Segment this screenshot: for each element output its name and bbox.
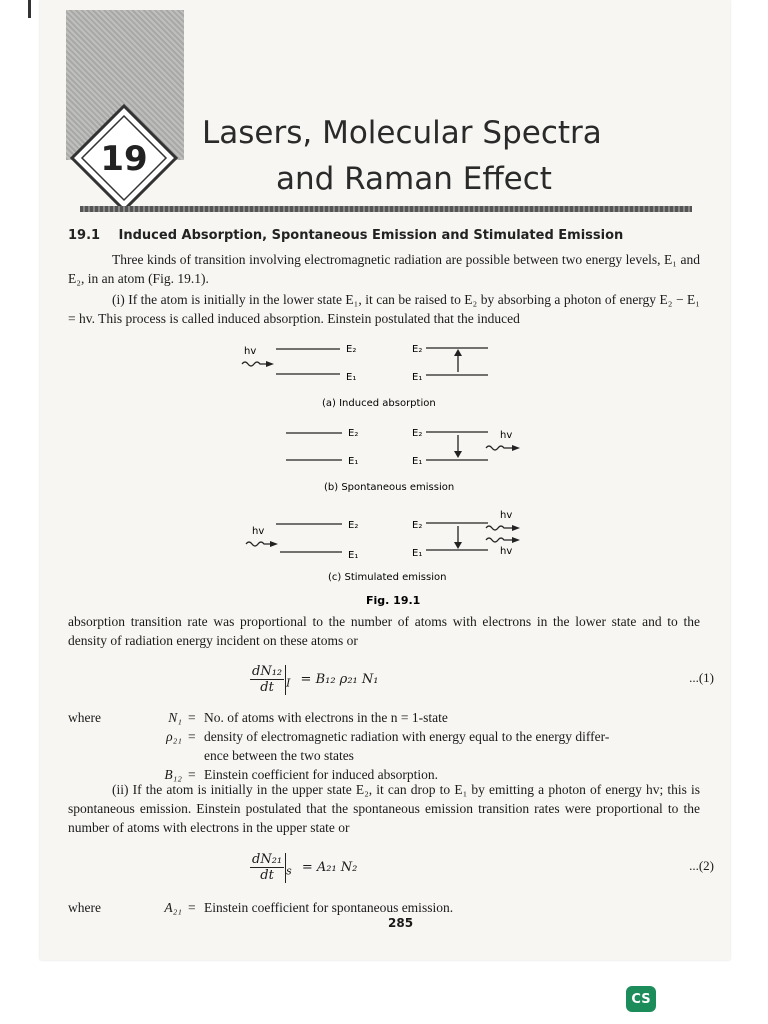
e1-label: E₁ [346, 372, 357, 383]
section-heading [68, 228, 698, 243]
panel-induced-absorption [242, 344, 488, 409]
e2-label: E₂ [346, 344, 357, 355]
definitions-block-2 [68, 898, 708, 918]
photon-out-label: hv [500, 430, 513, 441]
equation-1-number: ...(1) [689, 670, 714, 685]
def-equals: = [188, 710, 196, 725]
e2-label: E₂ [348, 428, 359, 439]
where-label: where [68, 900, 101, 915]
where-label: where [68, 710, 101, 725]
section-number: 19.1 [68, 228, 101, 243]
eq1-fraction [250, 664, 284, 695]
eq1-denominator: dt [260, 680, 274, 695]
equation-2 [250, 852, 357, 883]
wavy-photon-in [242, 362, 266, 366]
equation-2-number: ...(2) [689, 858, 714, 873]
chapter-number-badge [64, 98, 184, 218]
intro-paragraph: Three kinds of transition involving electromagnetic radiation are possible between two energy levels, E₁ and E₂, in an atom (Fig. 19.1). [68, 252, 700, 286]
wavy-photon-out [486, 446, 512, 450]
figure-caption: Fig. 19.1 [366, 594, 421, 607]
header-rule [80, 206, 692, 212]
figure-19-1 [230, 336, 550, 616]
def-equals: = [188, 900, 196, 915]
e2-label: E₂ [412, 428, 423, 439]
def-text: Einstein coefficient for spontaneous emission. [204, 900, 454, 915]
panel-stimulated-emission [246, 510, 520, 583]
eq2-denominator: dt [260, 868, 274, 883]
definitions-block-1 [68, 708, 708, 782]
def-text: density of electromagnetic radiation with energy equal to the energy differ- [204, 729, 610, 744]
e1-label: E₁ [348, 550, 359, 561]
camscanner-logo-icon: CS [626, 986, 656, 1012]
sub-caption-c: (c) Stimulated emission [328, 572, 447, 583]
e2-label: E₂ [412, 520, 423, 531]
def-symbol: ρ₂₁ [166, 729, 182, 744]
photon-in-label: hv [244, 346, 257, 357]
def-text: ence between the two states [204, 748, 354, 763]
e2-label: E₂ [348, 520, 359, 531]
def-symbol: B₁₂ [164, 767, 182, 782]
chapter-number: 19 [100, 139, 148, 179]
eq1-subscript: I [286, 676, 291, 690]
chapter-title-line1: Lasers, Molecular Spectra [202, 115, 602, 151]
e1-label: E₁ [412, 456, 423, 467]
photon-out-label: hv [500, 510, 513, 521]
def-text: No. of atoms with electrons in the n = 1-state [204, 710, 448, 725]
e1-label: E₁ [412, 372, 423, 383]
paragraph-after-figure: absorption transition rate was proportional to the number of atoms with electrons in the lower state and to the density of radiation energy incident on these atoms or [68, 614, 700, 648]
paragraph-ii: (ii) If the atom is initially in the upper state E₂, it can drop to E₁ by emitting a photon of energy hv; this is spontaneous emission. Einstein postulated that the spontaneous emission transition rates were proportional to the number of atoms with electrons in the upper state or [68, 782, 700, 835]
e1-label: E₁ [412, 548, 423, 559]
def-text: Einstein coefficient for induced absorption. [204, 767, 439, 782]
def-equals: = [188, 729, 196, 744]
eq2-subscript: s [286, 864, 292, 878]
e2-label: E₂ [412, 344, 423, 355]
eq2-numerator: dN₂₁ [252, 852, 283, 867]
def-equals: = [188, 767, 196, 782]
equation-1 [250, 664, 378, 695]
panel-spontaneous-emission [286, 428, 520, 493]
chapter-title [196, 110, 696, 202]
photon-in-label: hv [252, 526, 265, 537]
eq2-fraction [250, 852, 284, 883]
eq2-rhs: = A₂₁ N₂ [301, 860, 358, 875]
eq1-numerator: dN₁₂ [252, 664, 283, 679]
def-symbol: N₁ [168, 710, 182, 725]
sub-caption-a: (a) Induced absorption [322, 398, 436, 409]
section-title: Induced Absorption, Spontaneous Emission and Stimulated Emission [118, 228, 624, 243]
corner-mark [28, 0, 43, 18]
page-number: 285 [388, 916, 414, 930]
eq1-rhs: = B₁₂ ρ₂₁ N₁ [300, 672, 379, 687]
paragraph-i: (i) If the atom is initially in the lower state E₁, it can be raised to E₂ by absorbing a photon of energy E₂ − E₁ = hv. This process is called induced absorption. Einstein postulated that the induced [68, 292, 700, 326]
sub-caption-b: (b) Spontaneous emission [324, 482, 455, 493]
photon-out-label: hv [500, 546, 513, 557]
chapter-title-line2: and Raman Effect [276, 161, 552, 197]
e1-label: E₁ [348, 456, 359, 467]
def-symbol: A₂₁ [164, 900, 182, 915]
